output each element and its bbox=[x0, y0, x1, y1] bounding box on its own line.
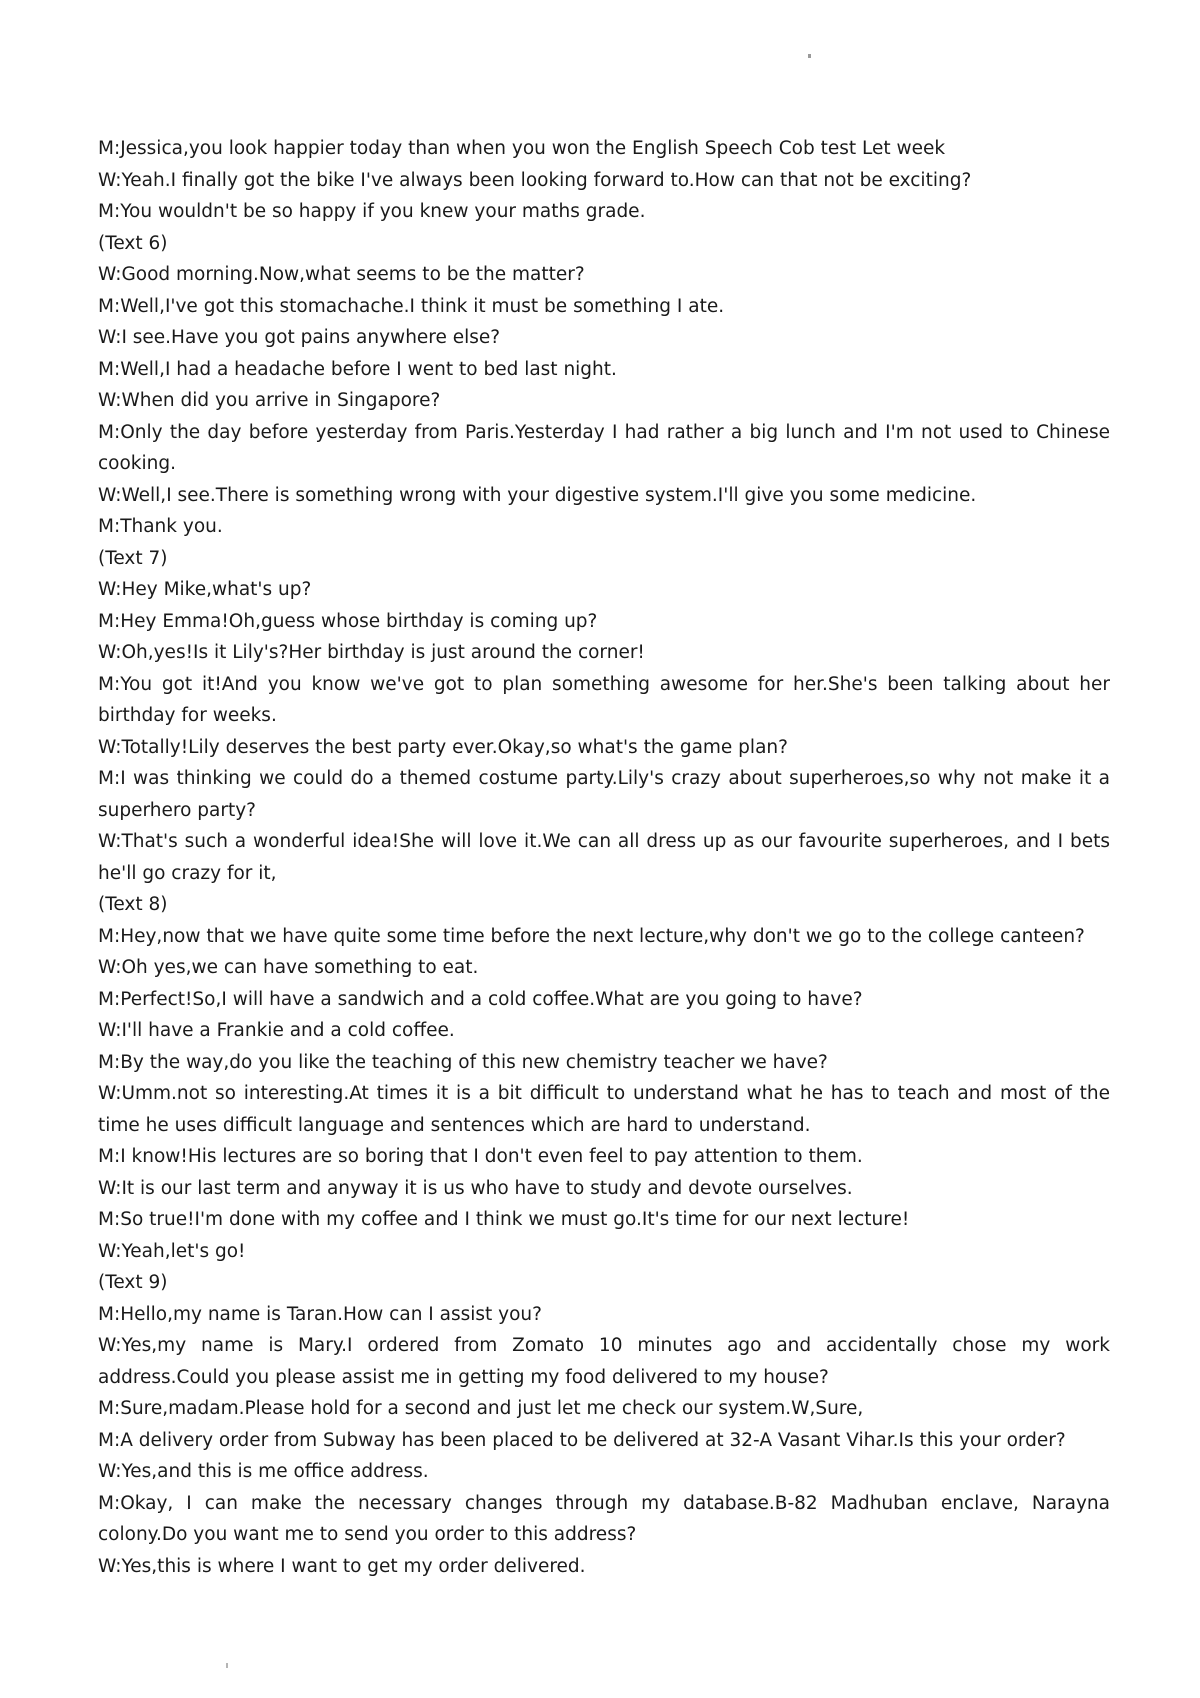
dialogue-line: W:Oh,yes!Is it Lily's?Her birthday is just around the corner! bbox=[98, 642, 645, 663]
dialogue-line: W:Good morning.Now,what seems to be the matter? bbox=[98, 264, 585, 285]
dialogue-line: M:Jessica,you look happier today than when you won the English Speech Cob test Let week bbox=[98, 138, 946, 159]
dialogue-line: M:Thank you. bbox=[98, 516, 223, 537]
section-heading-text-9: (Text 9) bbox=[98, 1272, 168, 1293]
dialogue-line: M:Hey Emma!Oh,guess whose birthday is coming up? bbox=[98, 610, 598, 632]
dialogue-line: M:Sure,madam.Please hold for a second and just let me check our system.W,Sure, bbox=[98, 1398, 864, 1419]
dialogue-line: W:It is our last term and anyway it is us who have to study and devote ourselves. bbox=[98, 1177, 853, 1199]
dialogue-line: M:So true!I'm done with my coffee and I think we must go.It's time for our next lecture! bbox=[98, 1209, 910, 1230]
dialogue-line: W:Hey Mike,what's up? bbox=[98, 579, 312, 600]
dialogue-line: W:Yes,my name is Mary.I ordered from Zomato 10 minutes ago and accidentally chose my work address.Could you please assist me in getting my food delivered to my house? bbox=[98, 1335, 1110, 1388]
dialogue-line: W:Well,I see.There is something wrong with your digestive system.I'll give you some medicine. bbox=[98, 484, 977, 506]
dialogue-line: W:Yeah.I finally got the bike I've always been looking forward to.How can that not be exciting? bbox=[98, 169, 972, 191]
dialogue-line: W:That's such a wonderful idea!She will love it.We can all dress up as our favourite superheroes, and I bets he'll go crazy for it, bbox=[98, 831, 1110, 884]
dialogue-line: W:Yeah,let's go! bbox=[98, 1240, 246, 1262]
dialogue-line: W:I see.Have you got pains anywhere else? bbox=[98, 327, 501, 348]
section-heading-text-8: (Text 8) bbox=[98, 894, 168, 915]
dialogue-line: M:Only the day before yesterday from Paris.Yesterday I had rather a big lunch and I'm not used to Chinese cooking. bbox=[98, 421, 1110, 474]
dialogue-line: W:Yes,and this is me office address. bbox=[98, 1461, 429, 1482]
dialogue-line: W:When did you arrive in Singapore? bbox=[98, 390, 441, 411]
dialogue-line: M:I know!His lectures are so boring that I don't even feel to pay attention to them. bbox=[98, 1146, 863, 1167]
dialogue-line: M:A delivery order from Subway has been placed to be delivered at 32-A Vasant Vihar.Is this your order? bbox=[98, 1429, 1066, 1451]
section-heading-text-7: (Text 7) bbox=[98, 547, 168, 569]
dialogue-line: M:Well,I had a headache before I went to bed last night. bbox=[98, 358, 617, 380]
dialogue-line: M:Hey,now that we have quite some time before the next lecture,why don't we go to the college canteen? bbox=[98, 925, 1085, 947]
dialogue-line: M:Perfect!So,I will have a sandwich and a cold coffee.What are you going to have? bbox=[98, 988, 863, 1010]
scan-mark-bottom bbox=[226, 1663, 228, 1668]
dialogue-line: M:Okay, I can make the necessary changes through my database.B-82 Madhuban enclave, Narayna colony.Do you want me to send you order to this address? bbox=[98, 1492, 1110, 1545]
dialogue-line: M:Hello,my name is Taran.How can I assist you? bbox=[98, 1303, 542, 1325]
dialogue-line: M:By the way,do you like the teaching of this new chemistry teacher we have? bbox=[98, 1051, 828, 1073]
section-heading-text-6: (Text 6) bbox=[98, 232, 168, 254]
dialogue-line: W:Totally!Lily deserves the best party ever.Okay,so what's the game plan? bbox=[98, 736, 788, 758]
scan-mark-top bbox=[808, 54, 811, 58]
dialogue-line: M:I was thinking we could do a themed costume party.Lily's crazy about superheroes,so why not make it a superhero party? bbox=[98, 768, 1110, 821]
dialogue-transcript bbox=[98, 133, 1110, 1582]
dialogue-line: W:Oh yes,we can have something to eat. bbox=[98, 957, 479, 978]
dialogue-line: M:Well,I've got this stomachache.I think it must be something I ate. bbox=[98, 295, 725, 317]
dialogue-line: W:Umm.not so interesting.At times it is a bit difficult to understand what he has to teach and most of the time he uses difficult language and sentences which are hard to understand. bbox=[98, 1083, 1110, 1136]
dialogue-line: M:You got it!And you know we've got to plan something awesome for her.She's been talking about her birthday for weeks. bbox=[98, 673, 1110, 726]
dialogue-line: W:Yes,this is where I want to get my order delivered. bbox=[98, 1555, 586, 1577]
dialogue-line: W:I'll have a Frankie and a cold coffee. bbox=[98, 1020, 455, 1041]
dialogue-line: M:You wouldn't be so happy if you knew your maths grade. bbox=[98, 201, 646, 222]
